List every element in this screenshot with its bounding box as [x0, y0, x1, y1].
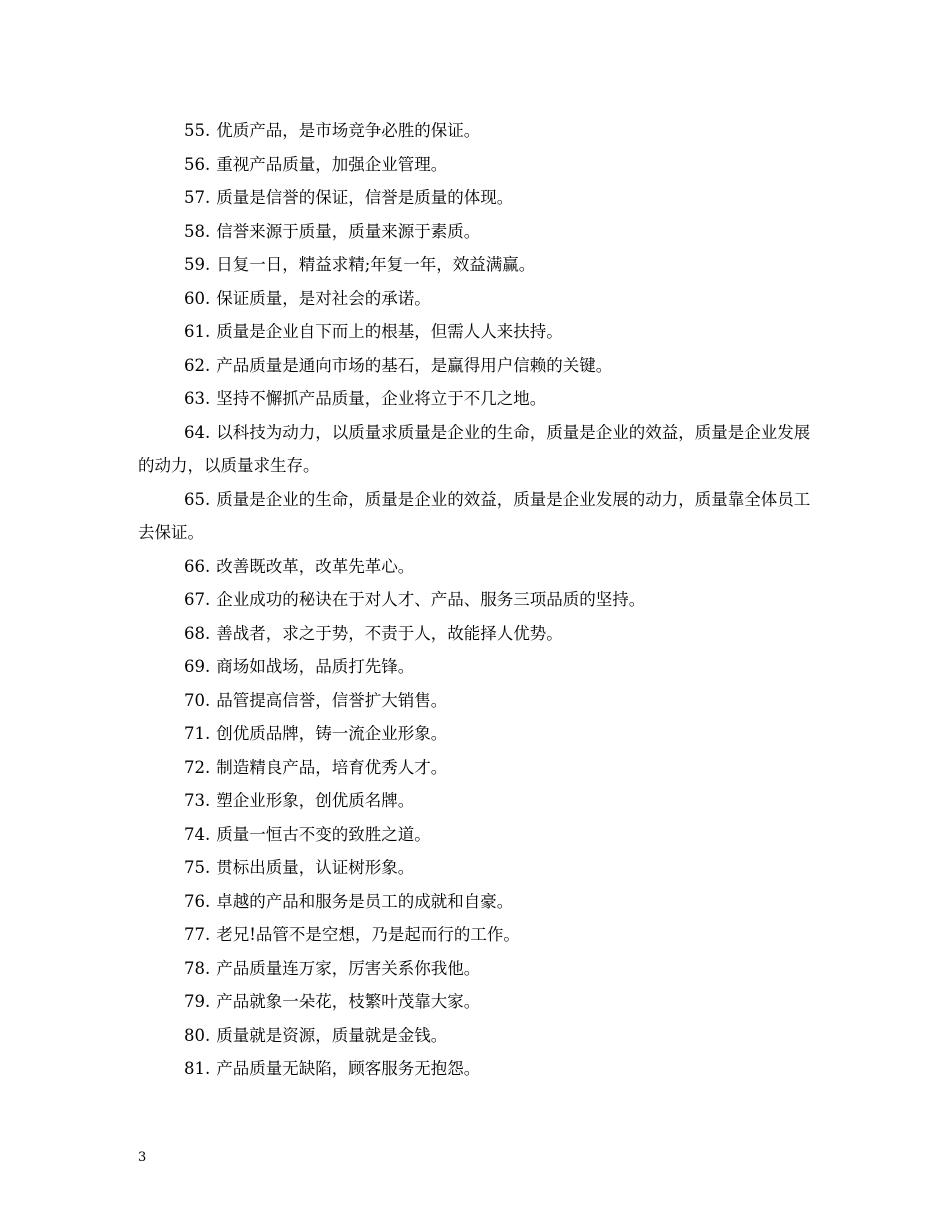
list-item [138, 114, 814, 148]
list-item [138, 148, 814, 182]
item-number: 78. [184, 958, 211, 978]
item-text: 创优质品牌，铸一流企业形象。 [216, 724, 448, 743]
list-item [138, 181, 814, 215]
list-item [138, 885, 814, 919]
item-number: 74. [184, 824, 211, 844]
list-item [138, 315, 814, 349]
list-item [138, 617, 814, 651]
list-item [138, 416, 814, 483]
item-text: 质量一恒古不变的致胜之道。 [216, 824, 431, 844]
item-number: 64. [184, 422, 211, 442]
item-text: 重视产品质量，加强企业管理。 [216, 154, 448, 174]
list-item [138, 1052, 814, 1086]
list-item [138, 215, 814, 249]
list-item [138, 952, 814, 986]
list-item [138, 483, 814, 550]
item-text: 老兄!品管不是空想，乃是起而行的工作。 [216, 925, 520, 944]
item-text: 卓越的产品和服务是员工的成就和自豪。 [216, 891, 514, 911]
item-text: 信誉来源于质量，质量来源于素质。 [216, 221, 481, 241]
item-number: 60. [184, 288, 211, 308]
item-number: 61. [184, 322, 211, 341]
item-number: 58. [184, 221, 211, 241]
list-item [138, 650, 814, 684]
item-number: 79. [184, 992, 211, 1011]
list-item [138, 784, 814, 818]
item-number: 59. [184, 255, 211, 274]
item-text: 保证质量，是对社会的承诺。 [216, 288, 431, 308]
item-text: 产品质量连万家，厉害关系你我他。 [216, 958, 481, 978]
item-number: 65. [184, 489, 211, 509]
item-number: 66. [184, 556, 211, 576]
item-text: 塑企业形象，创优质名牌。 [216, 791, 415, 810]
list-item [138, 248, 814, 282]
list-item [138, 550, 814, 584]
item-text: 质量就是资源，质量就是金钱。 [216, 1025, 448, 1045]
list-item [138, 282, 814, 316]
item-text: 日复一日，精益求精;年复一年，效益满赢。 [216, 255, 536, 274]
item-number: 80. [184, 1025, 211, 1045]
item-text: 坚持不懈抓产品质量，企业将立于不几之地。 [216, 389, 547, 408]
item-text: 制造精良产品，培育优秀人才。 [216, 757, 448, 777]
list-item [138, 1019, 814, 1053]
item-text: 商场如战场，品质打先锋。 [216, 657, 415, 676]
item-text: 企业成功的秘诀在于对人才、产品、服务三项品质的坚持。 [216, 590, 646, 609]
item-number: 69. [184, 657, 211, 676]
list-item [138, 717, 814, 751]
item-number: 71. [184, 724, 211, 743]
list-item [138, 684, 814, 718]
item-number: 68. [184, 623, 211, 643]
item-text: 产品质量是通向市场的基石，是赢得用户信赖的关键。 [216, 355, 613, 375]
item-text: 优质产品，是市场竞争必胜的保证。 [216, 121, 481, 140]
list-item [138, 382, 814, 416]
item-text: 质量是企业的生命，质量是企业的效益，质量是企业发展的动力，质量靠全体员工去保证。 [138, 489, 811, 542]
item-number: 73. [184, 791, 211, 810]
item-text: 质量是信誉的保证，信誉是质量的体现。 [216, 188, 514, 207]
item-text: 贯标出质量，认证树形象。 [216, 858, 415, 877]
item-text: 质量是企业自下而上的根基，但需人人来扶持。 [216, 322, 563, 341]
list-item [138, 918, 814, 952]
item-text: 品管提高信誉，信誉扩大销售。 [216, 690, 448, 710]
item-text: 产品质量无缺陷，顾客服务无抱怨。 [216, 1059, 481, 1078]
item-number: 67. [184, 590, 211, 609]
item-number: 75. [184, 858, 211, 877]
item-text: 善战者，求之于势，不责于人，故能择人优势。 [216, 623, 563, 643]
item-number: 57. [184, 188, 211, 207]
item-text: 改善既改革，改革先革心。 [216, 556, 415, 576]
item-number: 81. [184, 1059, 211, 1078]
item-number: 76. [184, 891, 211, 911]
list-item [138, 818, 814, 852]
item-text: 以科技为动力，以质量求质量是企业的生命，质量是企业的效益，质量是企业发展的动力，以质量求生存。 [138, 422, 811, 475]
item-number: 55. [184, 121, 211, 140]
list-item [138, 985, 814, 1019]
list-item [138, 851, 814, 885]
item-number: 62. [184, 355, 211, 375]
item-text: 产品就象一朵花，枝繁叶茂靠大家。 [216, 992, 481, 1011]
item-number: 56. [184, 154, 211, 174]
item-number: 70. [184, 690, 211, 710]
list-item [138, 583, 814, 617]
item-number: 72. [184, 757, 211, 777]
item-number: 63. [184, 389, 211, 408]
list-item [138, 751, 814, 785]
list-item [138, 349, 814, 383]
page-number: 3 [138, 1150, 147, 1165]
slogan-list [138, 114, 814, 1086]
item-number: 77. [184, 925, 211, 944]
